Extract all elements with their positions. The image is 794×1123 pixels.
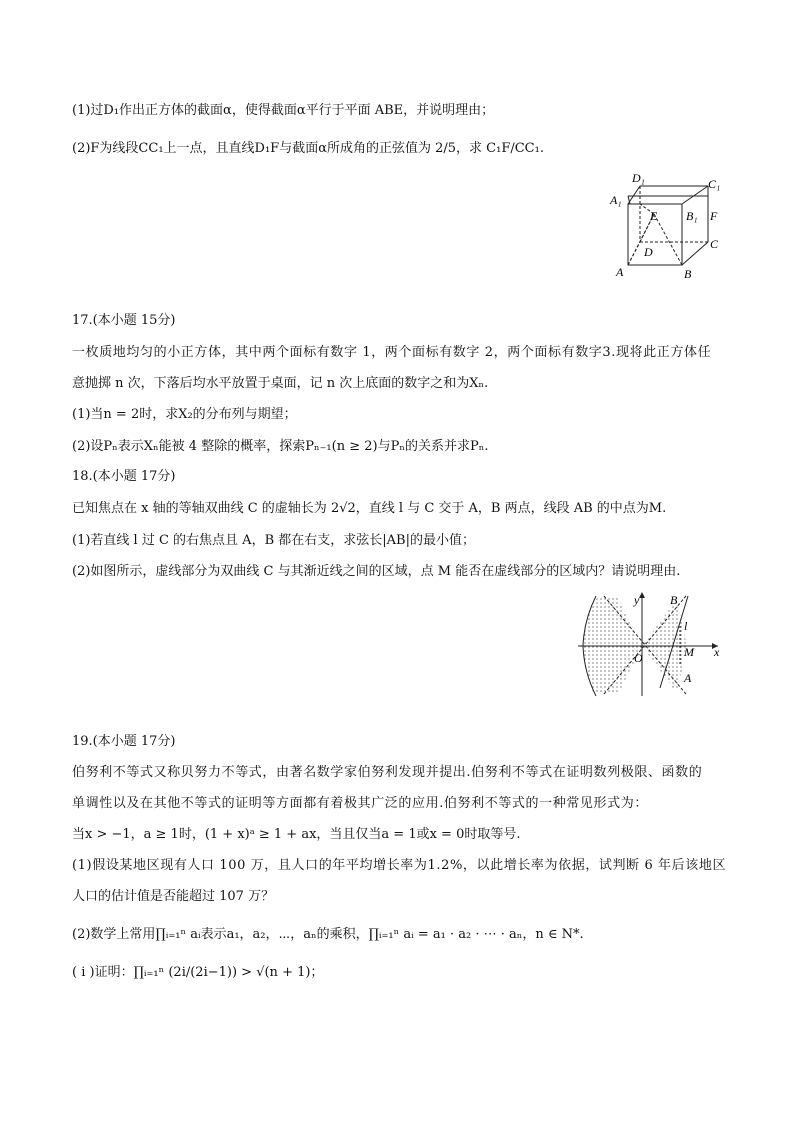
- label-B: B: [684, 267, 692, 281]
- label-B1: B₁: [686, 209, 698, 223]
- label-O: O: [634, 651, 643, 665]
- p19-header: 19.(本小题 17分): [72, 734, 176, 749]
- p17-question-2: (2)设Pₙ表示Xₙ能被 4 整除的概率，探索Pₙ₋₁(n ≥ 2)与Pₙ的关系并求Pₙ.: [72, 439, 489, 454]
- p19-line-2: 单调性以及在其他不等式的证明等方面都有着极其广泛的应用.伯努利不等式的一种常见形式为：: [72, 796, 648, 811]
- label-y: y: [634, 593, 640, 607]
- p17-line-2: 意抛掷 n 次，下落后均水平放置于桌面，记 n 次上底面的数字之和为Xₙ.: [72, 376, 489, 391]
- label-M: M: [684, 645, 694, 659]
- label-C1: C₁: [708, 177, 721, 191]
- label-D: D: [644, 245, 653, 259]
- p19-question-2i: ( i )证明：∏ᵢ₌₁ⁿ (2i/(2i−1)) > √(n + 1)；: [72, 965, 324, 980]
- label-A: A: [616, 265, 624, 279]
- p17-line-1: 一枚质地均匀的小正方体，其中两个面标有数字 1，两个面标有数字 2，两个面标有数字3.现将此正方体任: [72, 345, 712, 360]
- label-D1: D₁: [632, 171, 645, 185]
- label-x: x: [714, 645, 720, 659]
- p19-line-1: 伯努利不等式又称贝努力不等式，由著名数学家伯努利发现并提出.伯努利不等式在证明数列极限、函数的: [72, 765, 703, 780]
- p18-question-1: (1)若直线 l 过 C 的右焦点且 A，B 都在右支，求弦长|AB|的最小值；: [72, 533, 475, 548]
- p16-question-2: (2)F为线段CC₁上一点，且直线D₁F与截面α所成角的正弦值为 2/5，求 C₁F/CC₁.: [72, 141, 544, 156]
- p16-question-1: (1)过D₁作出正方体的截面α，使得截面α平行于平面 ABE，并说明理由；: [72, 103, 495, 118]
- p18-line-1: 已知焦点在 x 轴的等轴双曲线 C 的虚轴长为 2√2，直线 l 与 C 交于 A，B 两点，线段 AB 的中点为M.: [72, 501, 667, 516]
- cube-figure: [600, 168, 730, 284]
- p19-question-1a: (1)假设某地区现有人口 100 万，且人口的年平均增长率为1.2%，以此增长率为依据，试判断 6 年后该地区: [72, 858, 727, 873]
- label-F: F: [710, 209, 718, 223]
- p19-line-3: 当x > −1，a ≥ 1时，(1 + x)ᵃ ≥ 1 + ax，当且仅当a = 1或x = 0时取等号.: [72, 827, 521, 842]
- label-l: l: [684, 619, 688, 633]
- label-E: E: [650, 209, 658, 223]
- hyperbola-figure: [576, 590, 726, 698]
- label-A: A: [684, 671, 692, 685]
- p17-question-1: (1)当n = 2时，求X₂的分布列与期望；: [72, 407, 297, 422]
- label-B: B: [670, 593, 678, 607]
- p19-question-2: (2)数学上常用∏ᵢ₌₁ⁿ aᵢ表示a₁，a₂，⋯，aₙ的乘积，∏ᵢ₌₁ⁿ aᵢ = a₁ · a₂ · ⋯ · aₙ，n ∈ N*.: [72, 927, 584, 942]
- label-C: C: [710, 237, 719, 251]
- p19-question-1b: 人口的估计值是否能超过 107 万？: [72, 889, 275, 904]
- p17-header: 17.(本小题 15分): [72, 313, 176, 328]
- p18-header: 18.(本小题 17分): [72, 469, 176, 484]
- label-A1: A₁: [610, 193, 622, 207]
- p18-question-2: (2)如图所示，虚线部分为双曲线 C 与其渐近线之间的区域，点 M 能否在虚线部分的区域内？请说明理由.: [72, 564, 681, 579]
